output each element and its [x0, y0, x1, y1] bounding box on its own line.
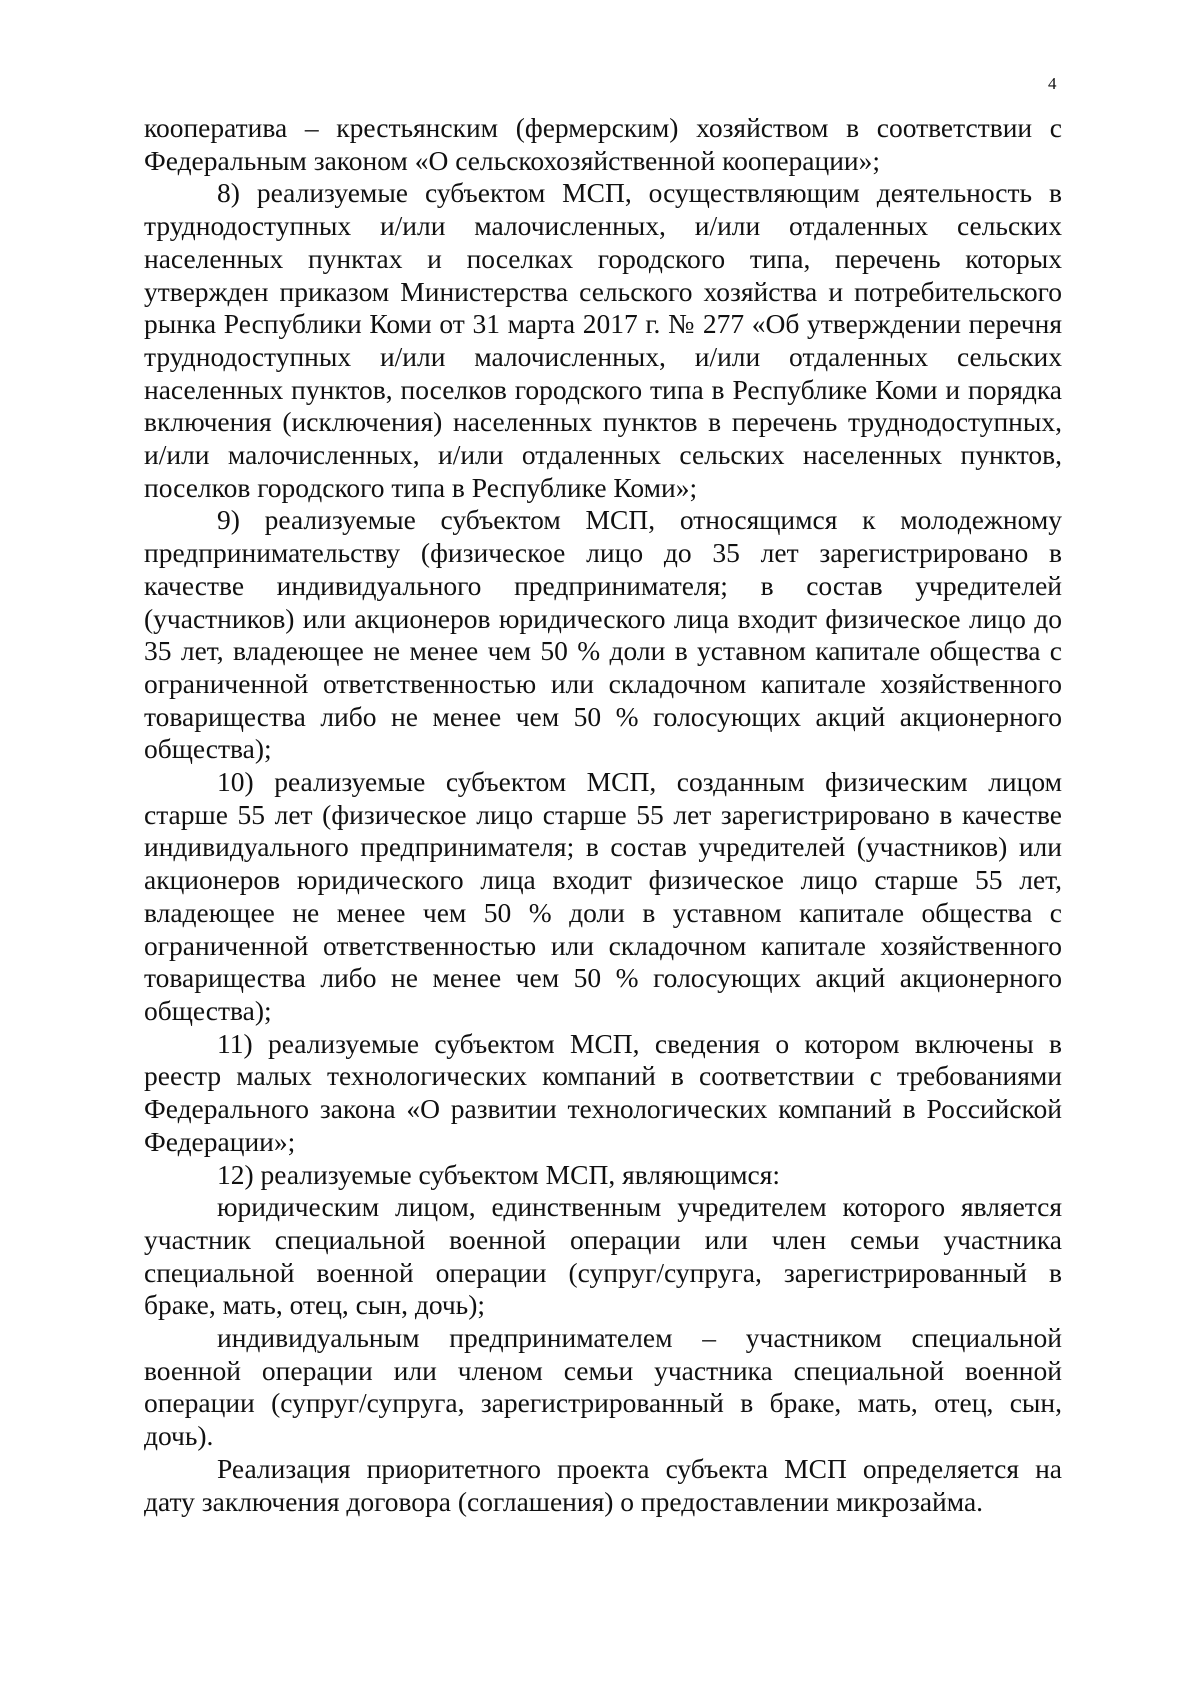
paragraph-item-8: 8) реализуемые субъектом МСП, осуществляющим деятельность в труднодоступных и/или малочисленных, и/или отдаленных сельских населенных пунктах и поселках городского типа, перечень которых утвержден приказом Министерства сельского хозяйства и потребительского рынка Республики Коми от 31 марта 2017 г. № 277 «Об утверждении перечня труднодоступных и/или малочисленных, и/или отдаленных сельских населенных пунктов, поселков городского типа в Республике Коми и порядка включения (исключения) населенных пунктов в перечень труднодоступных, и/или малочисленных, и/или отдаленных сельских населенных пунктов, поселков городского типа в Республике Коми»; [144, 177, 1062, 503]
page-number: 4 [1048, 74, 1057, 93]
document-body [144, 112, 1062, 1518]
paragraph-project-date: Реализация приоритетного проекта субъекта МСП определяется на дату заключения договора (соглашения) о предоставлении микрозайма. [144, 1452, 1062, 1517]
paragraph-item-12-legal-entity: юридическим лицом, единственным учредителем которого является участник специальной военной операции или член семьи участника специальной военной операции (супруг/супруга, зарегистрированный в браке, мать, отец, сын, дочь); [144, 1191, 1062, 1321]
paragraph-item-9: 9) реализуемые субъектом МСП, относящимся к молодежному предпринимательству (физическое лицо до 35 лет зарегистрировано в качестве индивидуального предпринимателя; в состав учредителей (участников) или акционеров юридического лица входит физическое лицо до 35 лет, владеющее не менее чем 50 % доли в уставном капитале общества с ограниченной ответственностью или складочном капитале хозяйственного товарищества либо не менее чем 50 % голосующих акций акционерного общества); [144, 504, 1062, 765]
paragraph-item-10: 10) реализуемые субъектом МСП, созданным физическим лицом старше 55 лет (физическое лицо старше 55 лет зарегистрировано в качестве индивидуального предпринимателя; в состав учредителей (участников) или акционеров юридического лица входит физическое лицо старше 55 лет, владеющее не менее чем 50 % доли в уставном капитале общества с ограниченной ответственностью или складочном капитале хозяйственного товарищества либо не менее чем 50 % голосующих акций акционерного общества); [144, 766, 1062, 1026]
paragraph-cooperative-continuation: кооператива – крестьянским (фермерским) хозяйством в соответствии с Федеральным законом «О сельскохозяйственной кооперации»; [144, 112, 1062, 176]
paragraph-item-12-entrepreneur: индивидуальным предпринимателем – участником специальной военной операции или членом семьи участника специальной военной операции (супруг/супруга, зарегистрированный в браке, мать, отец, сын, дочь). [144, 1322, 1062, 1452]
paragraph-item-12: 12) реализуемые субъектом МСП, являющимся: [217, 1158, 781, 1190]
paragraph-item-11: 11) реализуемые субъектом МСП, сведения о котором включены в реестр малых технологических компаний в соответствии с требованиями Федерального закона «О развитии технологических компаний в Российской Федерации»; [144, 1027, 1062, 1157]
